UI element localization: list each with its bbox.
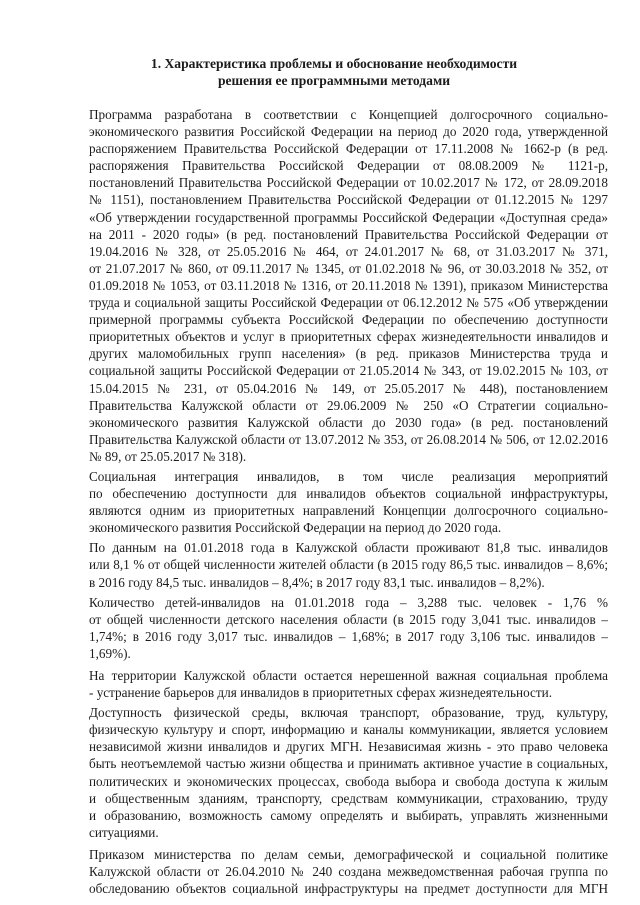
text-line: постановлений Правительства Российской Федерации от 10.02.2017 № 172, от 28.09.2018 bbox=[89, 175, 608, 191]
section-heading bbox=[60, 55, 608, 89]
text-line: 01.09.2018 № 1053, от 03.11.2018 № 1316, от 20.11.2018 № 1391), приказом Министерства bbox=[89, 277, 608, 293]
text-line: экономического развития Российской Федерации на период до 2020 года. bbox=[89, 520, 502, 536]
text-line: независимой жизни инвалидов и других МГН. Независимая жизнь - это право человека bbox=[89, 739, 608, 755]
text-line: № 89, от 25.05.2017 № 318). bbox=[89, 448, 247, 464]
text-line: физическую культуру и спорт, информацию и каналы коммуникации, является условием bbox=[89, 722, 608, 738]
text-line: 1,74%; в 2016 году 3,017 тыс. инвалидов – 1,68%; в 2017 году 3,106 тыс. инвалидов – bbox=[89, 628, 608, 644]
paragraph-children-statistics bbox=[61, 594, 608, 662]
text-line: экономического развития Российской Федерации на период до 2020 года, утвержденной bbox=[89, 124, 608, 140]
text-line: от 21.07.2017 № 860, от 09.11.2017 № 1345, от 01.02.2018 № 96, от 30.03.2018 № 352, от bbox=[89, 260, 608, 276]
paragraph-social-integration bbox=[61, 468, 608, 536]
text-line: экономического развития Калужской области до 2030 года» (в ред. постановлений bbox=[89, 414, 608, 430]
text-line: Программа разработана в соответствии с Концепцией долгосрочного социально- bbox=[89, 107, 608, 122]
text-line: - устранение барьеров для инвалидов в приоритетных сферах жизнедеятельности. bbox=[89, 685, 552, 701]
text-line: Правительства Калужской области от 29.06.2009 № 250 «О Стратегии социально- bbox=[89, 397, 608, 413]
paragraph-accessibility bbox=[61, 704, 608, 841]
text-line: обследованию объектов социальной инфраструктуры на предмет доступности для МГН bbox=[89, 881, 608, 897]
text-line: являются одним из приоритетных направлений Концепции долгосрочного социально- bbox=[89, 503, 608, 519]
text-line: на 2011 - 2020 годы» (в ред. постановлений Правительства Российской Федерации от bbox=[89, 226, 608, 242]
text-line: социальной защиты Российской Федерации от 21.05.2014 № 343, от 19.02.2015 № 103, от bbox=[89, 363, 608, 379]
text-line: других маломобильных групп населения» (в ред. приказов Министерства труда и bbox=[89, 346, 608, 362]
text-line: № 1151), постановлением Правительства Российской Федерации от 01.12.2015 № 1297 bbox=[89, 192, 608, 208]
text-line: Калужской области от 26.04.2010 № 240 создана межведомственная рабочая группа по bbox=[89, 864, 608, 880]
text-line: 19.04.2016 № 328, от 25.05.2016 № 464, от 24.01.2017 № 68, от 31.03.2017 № 371, bbox=[89, 243, 608, 259]
text-line: Социальная интеграция инвалидов, в том числе реализация мероприятий bbox=[89, 468, 608, 484]
text-line: 15.04.2015 № 231, от 05.04.2016 № 149, от 25.05.2017 № 448), постановлением bbox=[89, 380, 608, 396]
text-line: по обеспечению доступности для инвалидов объектов социальной инфраструктуры, bbox=[89, 486, 608, 502]
text-line: Приказом министерства по делам семьи, демографической и социальной политике bbox=[89, 846, 608, 862]
text-line: Доступность физической среды, включая транспорт, образование, труд, культуру, bbox=[89, 705, 608, 721]
text-line: и образованию, возможность самому определять и выбирать, управлять жизненными bbox=[89, 807, 608, 823]
text-line: На территории Калужской области остается нерешенной важная социальная проблема bbox=[89, 668, 608, 683]
text-line: ситуациями. bbox=[89, 824, 159, 840]
text-line: распоряжения Правительства Российской Федерации от 08.08.2009 № 1121-р, bbox=[89, 158, 608, 174]
paragraph-working-group bbox=[61, 846, 608, 897]
paragraph-barriers-problem bbox=[61, 667, 608, 701]
paragraph-program-basis bbox=[61, 106, 608, 465]
text-line: быть неотъемлемой частью жизни общества и принимать активное участие в социальных, bbox=[89, 756, 608, 772]
text-line: 1,69%). bbox=[89, 645, 131, 661]
text-line: «Об утверждении государственной программы Российской Федерации «Доступная среда» bbox=[89, 209, 608, 225]
text-line: труда и социальной защиты Российской Федерации от 06.12.2012 № 575 «Об утверждении bbox=[89, 295, 608, 311]
text-line: приоритетных объектов и услуг в приоритетных сферах жизнедеятельности инвалидов и bbox=[89, 329, 608, 345]
text-line: политических и экономических процессах, свобода выбора и свобода доступа к жилым bbox=[89, 773, 608, 789]
paragraph-disabled-statistics bbox=[61, 539, 608, 590]
text-line: распоряжением Правительства Российской Федерации от 17.11.2008 № 1662-р (в ред. bbox=[89, 141, 608, 157]
text-line: и общественным зданиям, транспорту, средствам коммуникации, страхованию, труду bbox=[89, 790, 608, 806]
text-line: от общей численности детского населения области (в 2015 году 3,041 тыс. инвалидов – bbox=[89, 611, 608, 627]
text-line: или 8,1 % от общей численности жителей области (в 2015 году 86,5 тыс. инвалидов – 8,6%; bbox=[89, 557, 608, 573]
text-line: в 2016 году 84,5 тыс. инвалидов – 8,4%; в 2017 году 83,1 тыс. инвалидов – 8,2%). bbox=[89, 574, 545, 590]
text-line: По данным на 01.01.2018 года в Калужской области проживают 81,8 тыс. инвалидов bbox=[89, 540, 608, 556]
section-heading-line-1: 1. Характеристика проблемы и обоснование необходимости bbox=[150, 56, 518, 71]
text-line: Количество детей-инвалидов на 01.01.2018 года – 3,288 тыс. человек - 1,76 % bbox=[89, 594, 608, 610]
text-line: примерной программы субъекта Российской Федерации по обеспечению доступности bbox=[89, 312, 608, 328]
document-body bbox=[61, 106, 608, 898]
text-line: Правительства Калужской области от 13.07.2012 № 353, от 26.08.2014 № 506, от 12.02.2016 bbox=[89, 431, 608, 447]
section-heading-line-2: решения ее программными методами bbox=[217, 73, 451, 88]
